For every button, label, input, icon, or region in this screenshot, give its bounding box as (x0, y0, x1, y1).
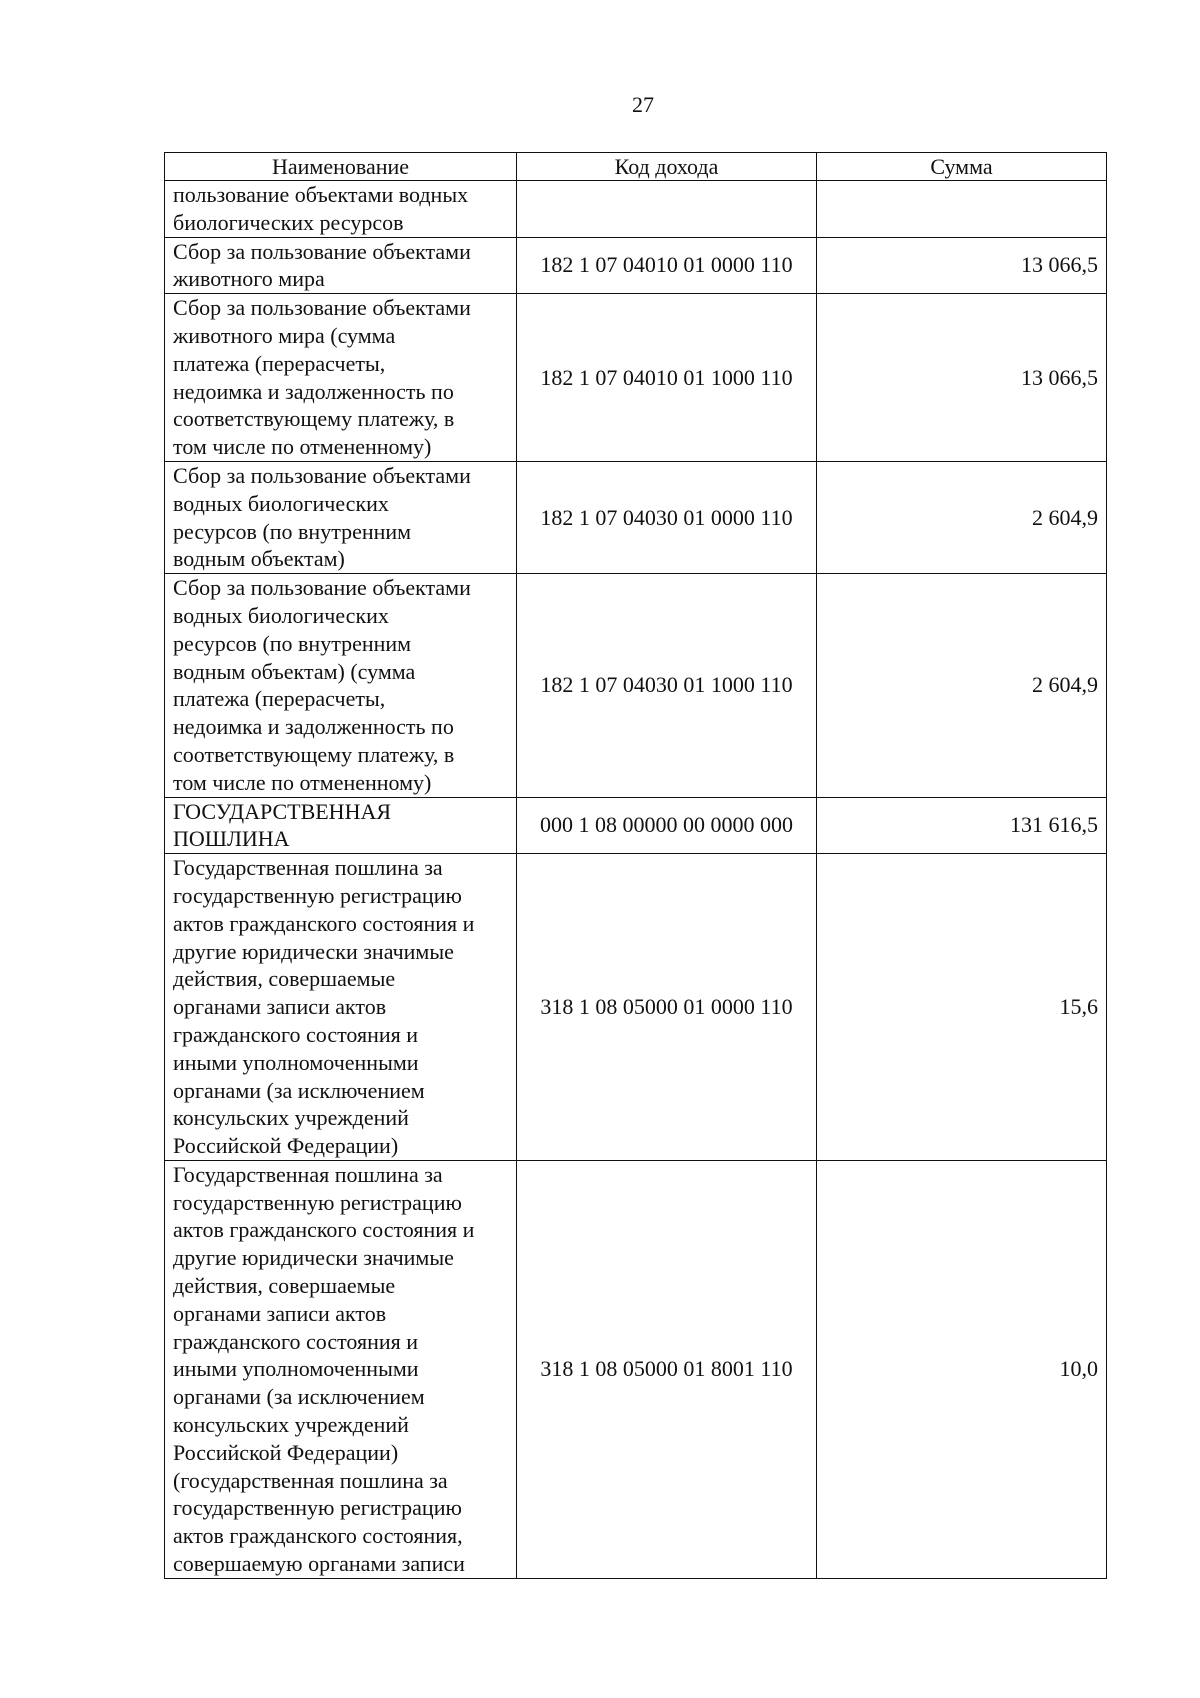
column-header-sum: Сумма (817, 153, 1107, 181)
code-cell: 182 1 07 04010 01 0000 110 (517, 237, 817, 294)
name-text: Сбор за пользование объектами водных биологических ресурсов (по внутренним водным объектам) (сумма платежа (перерасчеты, недоимка и задолженность по соответствующему платежу, в том числе по отмененному) (173, 575, 471, 795)
sum-cell: 13 066,5 (817, 294, 1107, 462)
name-text: Государственная пошлина за государственную регистрацию актов гражданского состояния и другие юридически значимые действия, совершаемые органами записи актов гражданского состояния и иными уполномоченными органами (за исключением консульских учреждений Российской Федерации) (государственная пошлина за государственную регистрацию актов гражданского состояния, совершаемую органами записи (173, 1161, 475, 1577)
header-row (165, 153, 1107, 181)
table-row (165, 461, 1107, 573)
name-text: Государственная пошлина за государственную регистрацию актов гражданского состояния и другие юридически значимые действия, совершаемые органами записи актов гражданского состояния и иными уполномоченными органами (за исключением консульских учреждений Российской Федерации) (173, 855, 475, 1159)
sum-cell (817, 181, 1107, 238)
table-row (165, 1160, 1107, 1578)
name-cell (165, 294, 517, 462)
name-text: Сбор за пользование объектами животного мира (сумма платежа (перерасчеты, недоимка и задолженность по соответствующему платежу, в том числе по отмененному) (173, 295, 471, 460)
sum-cell: 2 604,9 (817, 574, 1107, 797)
sum-cell: 10,0 (817, 1160, 1107, 1578)
column-header-name: Наименование (165, 153, 517, 181)
name-cell (165, 461, 517, 573)
table-row (165, 294, 1107, 462)
code-cell: 182 1 07 04030 01 0000 110 (517, 461, 817, 573)
code-cell: 000 1 08 00000 00 0000 000 (517, 797, 817, 854)
sum-cell: 15,6 (817, 854, 1107, 1161)
table-row (165, 237, 1107, 294)
code-cell: 182 1 07 04010 01 1000 110 (517, 294, 817, 462)
name-text: Сбор за пользование объектами водных биологических ресурсов (по внутренним водным объектам) (173, 462, 471, 572)
table-row (165, 181, 1107, 238)
name-cell (165, 797, 517, 854)
name-text: пользование объектами водных биологических ресурсов (173, 182, 469, 235)
name-cell (165, 574, 517, 797)
sum-cell: 131 616,5 (817, 797, 1107, 854)
sum-cell: 13 066,5 (817, 237, 1107, 294)
name-cell (165, 237, 517, 294)
code-cell: 318 1 08 05000 01 0000 110 (517, 854, 817, 1161)
name-text: Сбор за пользование объектами животного мира (173, 238, 471, 292)
table-row (165, 574, 1107, 797)
code-cell (517, 181, 817, 238)
table-header (165, 153, 1107, 181)
table-body (165, 181, 1107, 1579)
name-text: ГОСУДАРСТВЕННАЯ ПОШЛИНА (173, 798, 392, 852)
table-row (165, 797, 1107, 854)
name-cell (165, 1160, 517, 1578)
income-table (164, 152, 1107, 1579)
table-row (165, 854, 1107, 1161)
name-cell (165, 181, 517, 238)
code-cell: 182 1 07 04030 01 1000 110 (517, 574, 817, 797)
sum-cell: 2 604,9 (817, 461, 1107, 573)
column-header-code: Код дохода (517, 153, 817, 181)
code-cell: 318 1 08 05000 01 8001 110 (517, 1160, 817, 1578)
name-cell (165, 854, 517, 1161)
page-number: 27 (632, 92, 654, 117)
